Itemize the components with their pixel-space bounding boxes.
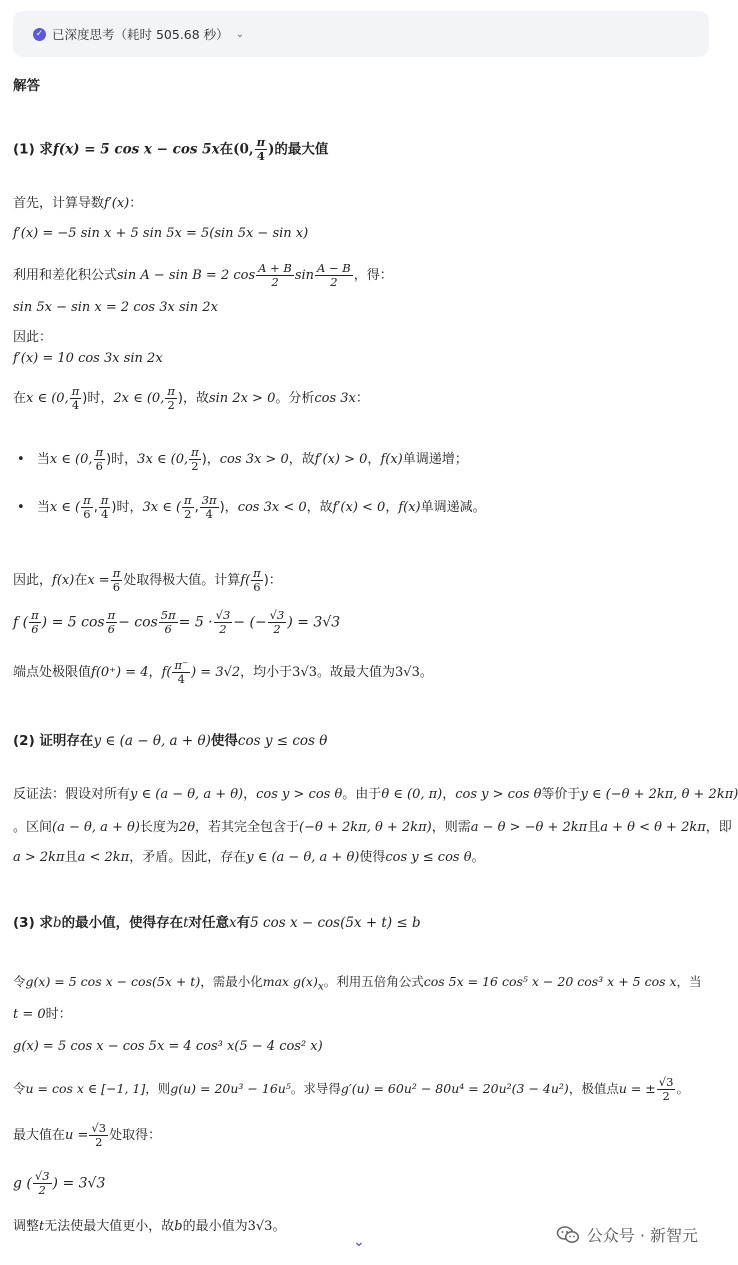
- thinking-label: 已深度思考（耗时 505.68 秒）: [52, 27, 229, 42]
- p3-line1: 令g(x) = 5 cos x − cos(5x + t)，需最小化$\max g(x)_x$。利用五倍角公式cos 5x = 16 cos⁵ x − 20 cos³ x + 5 cos x，当: [13, 974, 702, 993]
- p3-line6: g ( $\frac{√3}{2}$ ) = 3√3: [13, 1169, 106, 1197]
- p3-line5: 最大值在u = $\frac{√3}{2}$ 处取得：: [13, 1121, 162, 1149]
- p1-line2: f′(x) = −5 sin x + 5 sin 5x = 5(sin 5x − sin x): [13, 226, 309, 241]
- p1-line9: f ( $\frac{\pi}{6}$ ) = 5 cos $\frac{\pi}{6}$ − cos $\frac{5\pi}{6}$ = 5 · $\frac{√3}{2}$ − (− $\frac{√3}{2}$ ) = 3√3: [13, 608, 341, 636]
- p1-line5: 因此：: [13, 330, 53, 345]
- p1-line10: 端点处极限值f(0⁺) = 4，f( $\frac{\pi^-}{4}$ ) = 3√2，均小于3√3。故最大值为3√3。: [13, 658, 433, 686]
- p1-bullet1: • 当x ∈ (0, $\frac{\pi}{6}$ )时，3x ∈ (0, $\frac{\pi}{2}$ )，cos 3x > 0，故f′(x) > 0，f(x)单调递增；: [17, 446, 468, 473]
- watermark: [557, 1223, 698, 1246]
- p3-line4: 令u = cos x ∈ [−1, 1]，则g(u) = 20u³ − 16u⁵。求导得g′(u) = 60u² − 80u⁴ = 20u²(3 − 4u²)，极值点u = ± $\frac{√3}{2}$ 。: [13, 1075, 689, 1103]
- p1-bullet2: • 当x ∈ ( $\frac{\pi}{6}$ , $\frac{\pi}{4}$ )时，3x ∈ ( $\frac{\pi}{2}$ , $\frac{3\pi}{4}$ )，cos 3x < 0，故f′(x) < 0，f(x)单调递减。: [17, 494, 486, 521]
- p1-line8: 因此，f(x)在x = $\frac{\pi}{6}$ 处取得极大值。计算f( $\frac{\pi}{6}$ )：: [13, 566, 282, 594]
- p1-line4: sin 5x − sin x = 2 cos 3x sin 2x: [13, 300, 218, 315]
- p1-line7: 在x ∈ (0, $\frac{\pi}{4}$ )时，2x ∈ (0, $\frac{\pi}{2}$ )，故sin 2x > 0。分析cos 3x：: [13, 384, 369, 412]
- thinking-toggle[interactable]: [13, 11, 709, 57]
- chevron-down-icon: ⌄: [353, 1234, 365, 1250]
- part2-title: (2) 证明存在y ∈ (a − θ, a + θ)使得cos y ≤ cos θ: [13, 733, 328, 749]
- answer-heading: 解答: [13, 78, 40, 94]
- scroll-down-button[interactable]: [344, 1230, 374, 1254]
- p1-line6: f′(x) = 10 cos 3x sin 2x: [13, 351, 163, 366]
- p3-line3: g(x) = 5 cos x − cos 5x = 4 cos³ x(5 − 4 cos² x): [13, 1039, 323, 1054]
- wechat-icon: [557, 1226, 579, 1244]
- p2-line2: 。区间(a − θ, a + θ)长度为2θ，若其完全包含于(−θ + 2kπ, θ + 2kπ)，则需a − θ > −θ + 2kπ且a + θ < θ + 2kπ，即: [13, 820, 732, 835]
- check-icon: ✓: [33, 28, 46, 41]
- p3-line2: t = 0时：: [13, 1007, 72, 1022]
- p2-line3: a > 2kπ且a < 2kπ，矛盾。因此，存在y ∈ (a − θ, a + θ)使得cos y ≤ cos θ。: [13, 850, 485, 865]
- p3-line7: 调整t无法使最大值更小，故b的最小值为3√3。: [13, 1219, 286, 1234]
- part1-title: (1) 求f(x) = 5 cos x − cos 5x在(0, $\frac{\pi}{4}$ )的最大值: [13, 135, 329, 163]
- part3-title: (3) 求b的最小值，使得存在t对任意x有5 cos x − cos(5x + t) ≤ b: [13, 915, 421, 931]
- watermark-text: 公众号 · 新智元: [586, 1226, 698, 1245]
- p1-line1: 首先，计算导数f′(x)：: [13, 196, 143, 211]
- chevron-down-icon: ⌄: [235, 28, 245, 40]
- p2-line1: 反证法：假设对所有y ∈ (a − θ, a + θ)，cos y > cos θ。由于θ ∈ (0, π)，cos y > cos θ等价于y ∈ (−θ + 2kπ, θ + 2kπ): [13, 787, 738, 802]
- p1-line3: 利用和差化积公式sin A − sin B = 2 cos $\frac{A + B}{2}$ sin $\frac{A - B}{2}$ ，得：: [13, 261, 393, 289]
